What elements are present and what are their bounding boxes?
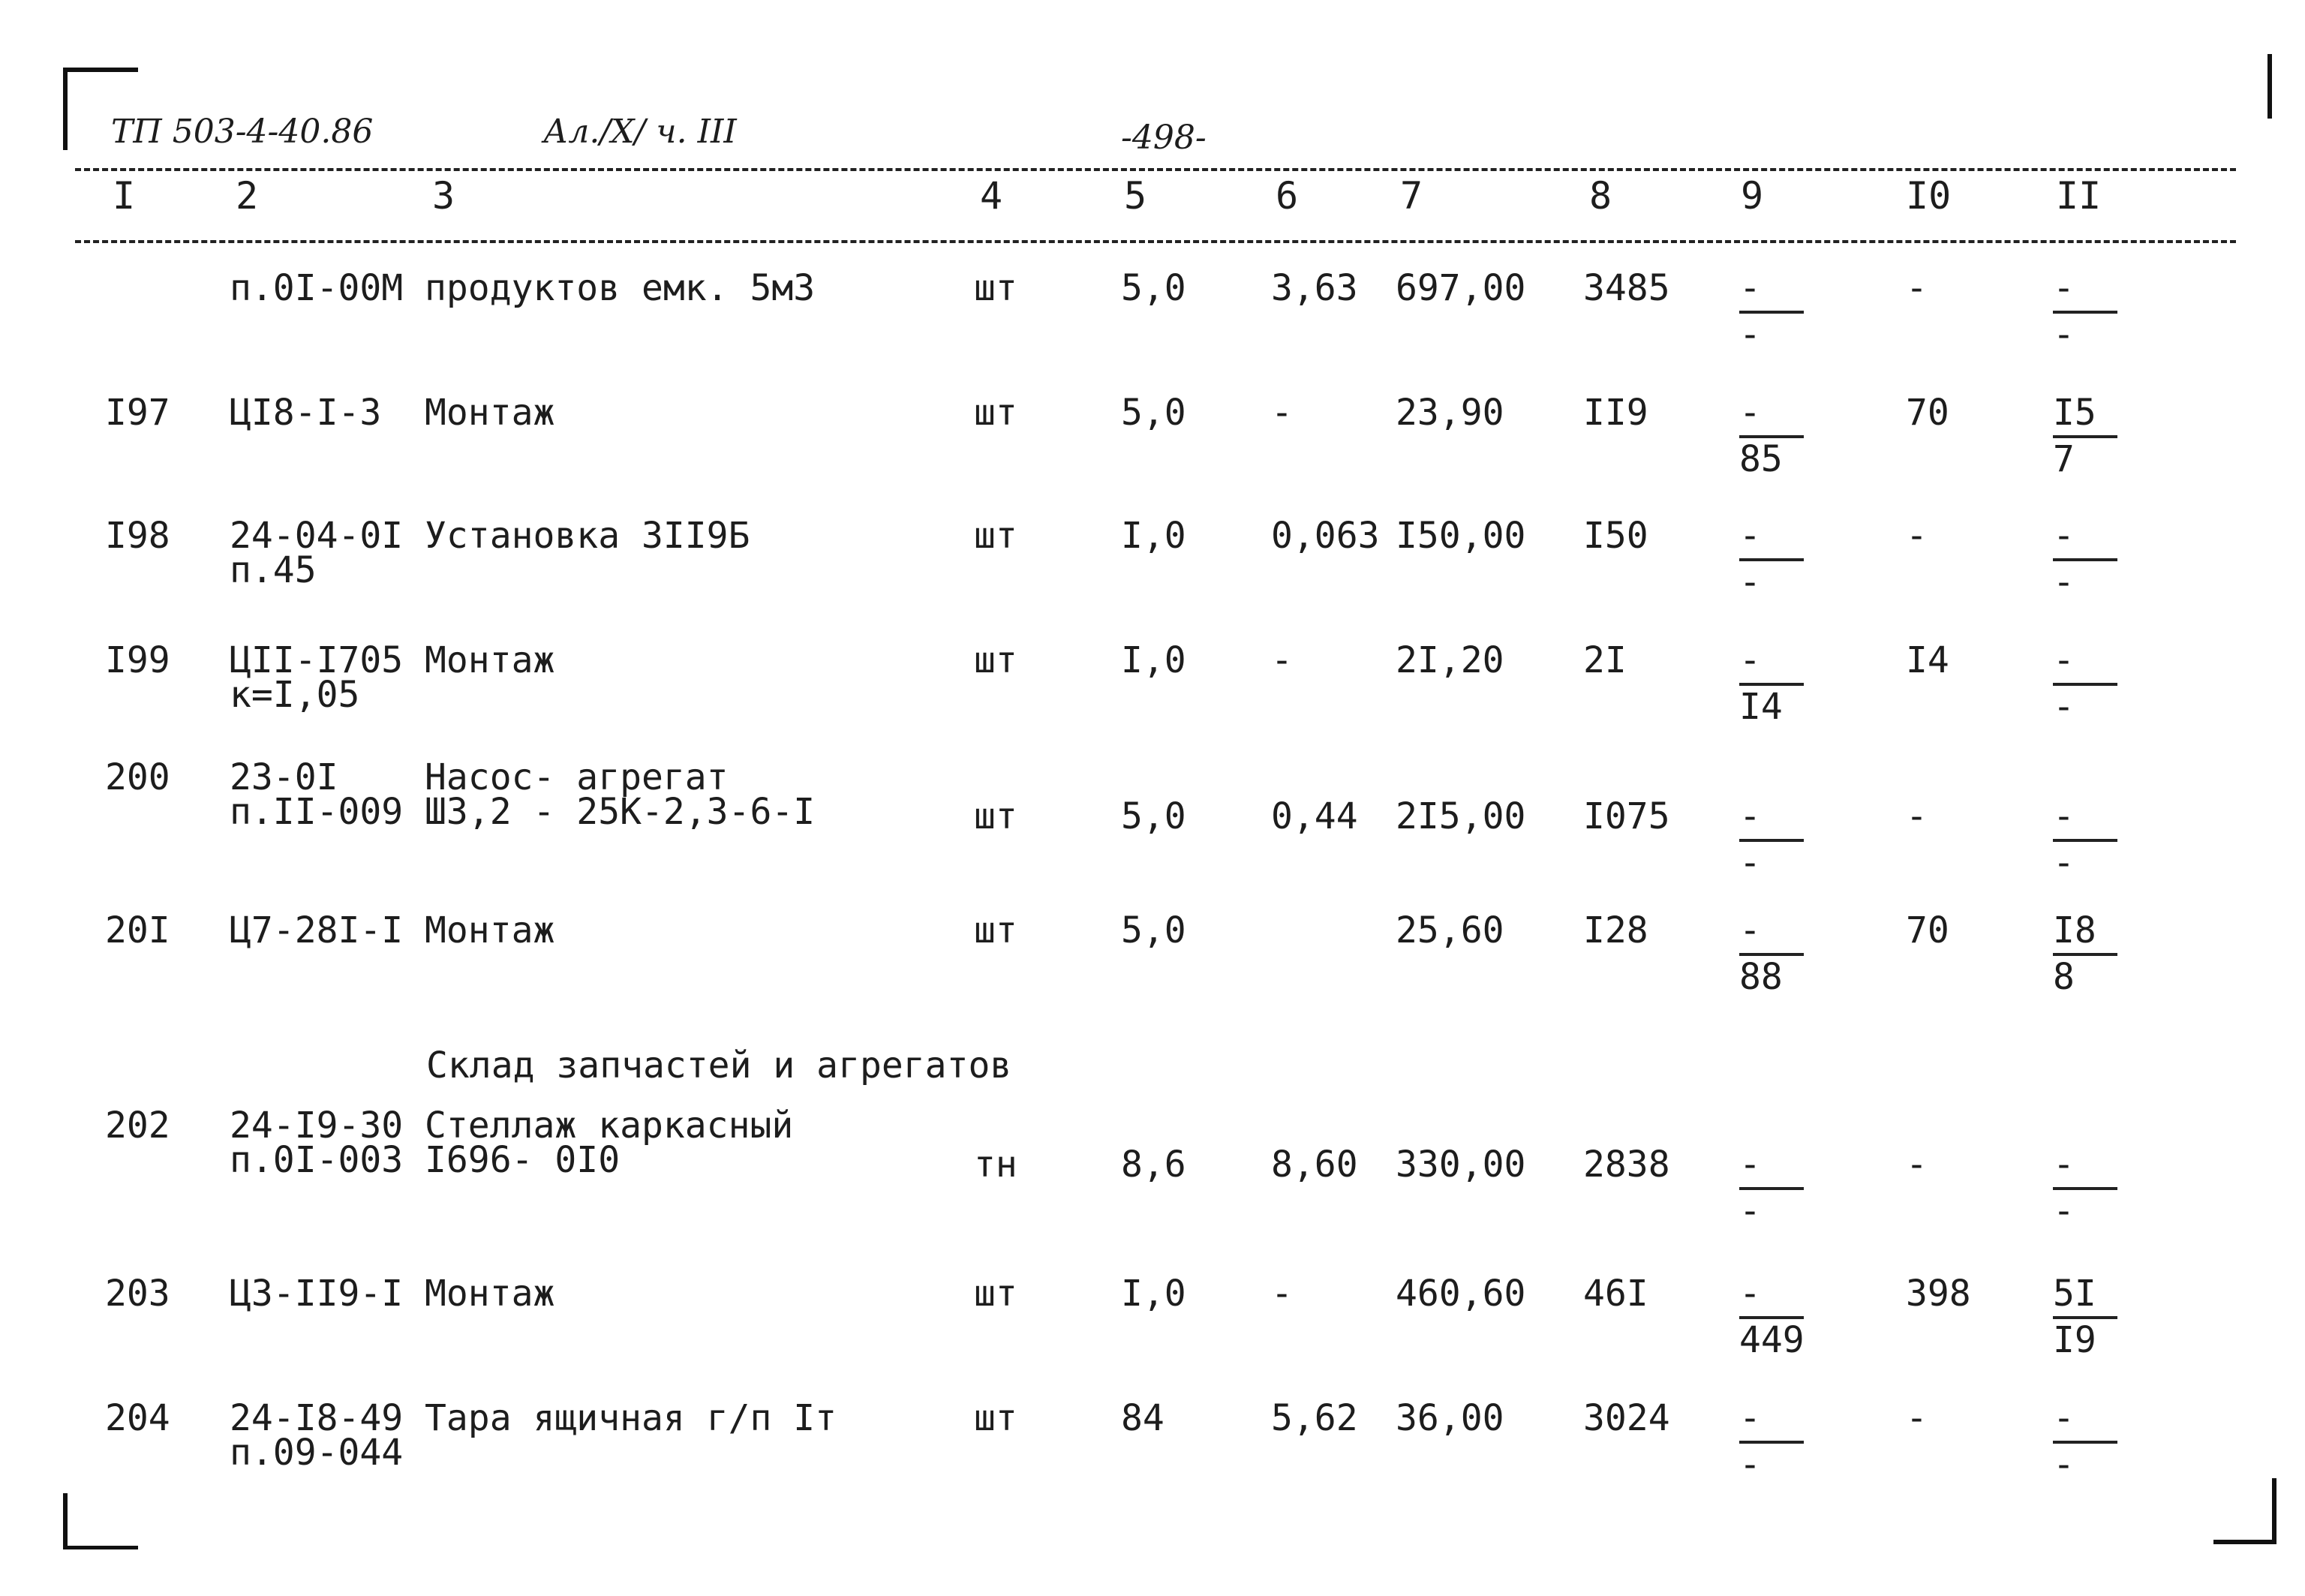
weight: -	[1271, 392, 1293, 434]
frame-corner-top-left-v	[63, 68, 68, 150]
col9-fraction-numerator: -	[1739, 392, 1761, 434]
table-row	[0, 267, 2305, 383]
col11-fraction-denominator: -	[2053, 1444, 2075, 1486]
col9-fraction-numerator: -	[1739, 795, 1761, 837]
col11-fraction-denominator: -	[2053, 314, 2075, 356]
unit-price: 25,60	[1396, 909, 1504, 951]
col11-fraction	[2053, 909, 2120, 998]
unit-price: 330,00	[1396, 1144, 1526, 1186]
frame-corner-top-left-h	[63, 68, 138, 72]
column-number-4: 4	[980, 174, 1003, 218]
row-number: 20I	[105, 909, 170, 951]
total-cost: 2I	[1583, 639, 1627, 681]
col11-fraction-denominator: -	[2053, 1190, 2075, 1232]
col11-fraction-numerator: -	[2053, 1144, 2075, 1186]
quantity: 8,6	[1121, 1144, 1186, 1186]
unit: шт	[974, 515, 1017, 557]
price-code-sub: п.45	[230, 549, 317, 591]
col11-fraction	[2053, 515, 2120, 603]
row-number: I97	[105, 392, 170, 434]
col10-value: 70	[1906, 909, 1949, 951]
table-row	[0, 756, 2305, 884]
col9-fraction	[1739, 1144, 1807, 1232]
col9-fraction	[1739, 795, 1807, 884]
col9-fraction	[1739, 392, 1807, 480]
frame-corner-top-right-v	[2267, 54, 2272, 119]
total-cost: 3024	[1583, 1397, 1670, 1439]
col11-fraction-numerator: -	[2053, 515, 2075, 557]
row-number: I99	[105, 639, 170, 681]
price-code: ЦII-I705	[230, 639, 404, 681]
unit: тн	[974, 1144, 1017, 1186]
quantity: 5,0	[1121, 909, 1186, 951]
col9-fraction-denominator: -	[1739, 1444, 1761, 1486]
unit-price: 2I,20	[1396, 639, 1504, 681]
col9-fraction-denominator: -	[1739, 842, 1761, 884]
item-name: Монтаж	[425, 909, 555, 951]
col11-fraction-numerator: I5	[2053, 392, 2096, 434]
price-code: 24-I8-49	[230, 1397, 404, 1439]
quantity: I,0	[1121, 1273, 1186, 1315]
col9-fraction	[1739, 515, 1807, 603]
table-row	[0, 1105, 2305, 1232]
price-code: ЦI8-I-3	[230, 392, 382, 434]
unit: шт	[974, 1273, 1017, 1315]
price-code: 24-I9-30	[230, 1105, 404, 1147]
section-title: Склад запчастей и агрегатов	[426, 1044, 1012, 1087]
quantity: 84	[1121, 1397, 1165, 1439]
col10-value: -	[1906, 515, 1928, 557]
col9-fraction	[1739, 267, 1807, 356]
col11-fraction	[2053, 1397, 2120, 1486]
total-cost: I50	[1583, 515, 1648, 557]
col11-fraction-denominator: 8	[2053, 956, 2075, 998]
table-row	[0, 1397, 2305, 1513]
table-row	[0, 392, 2305, 507]
col10-value: -	[1906, 795, 1928, 837]
frame-corner-bottom-left-h	[63, 1546, 138, 1549]
unit-price: 36,00	[1396, 1397, 1504, 1439]
col9-fraction-numerator: -	[1739, 639, 1761, 681]
unit-price: 2I5,00	[1396, 795, 1526, 837]
col10-value: -	[1906, 1397, 1928, 1439]
col11-fraction	[2053, 639, 2120, 728]
row-number: I98	[105, 515, 170, 557]
header-divider-bottom	[75, 240, 2236, 243]
unit: шт	[974, 1397, 1017, 1439]
col9-fraction-denominator: 88	[1739, 956, 1783, 998]
col10-value: 398	[1906, 1273, 1971, 1315]
column-number-11: II	[2056, 174, 2102, 218]
unit: шт	[974, 392, 1017, 434]
table-row	[0, 639, 2305, 755]
column-number-8: 8	[1589, 174, 1612, 218]
col9-fraction-numerator: -	[1739, 909, 1761, 951]
frame-corner-bottom-right-h	[2213, 1540, 2276, 1544]
col9-fraction-numerator: -	[1739, 515, 1761, 557]
column-number-6: 6	[1276, 174, 1299, 218]
doc-code: ТП 503-4-40.86	[111, 113, 374, 151]
col9-fraction-denominator: -	[1739, 1190, 1761, 1232]
col11-fraction-numerator: -	[2053, 795, 2075, 837]
price-code: 23-0I	[230, 756, 338, 798]
column-number-3: 3	[432, 174, 455, 218]
col11-fraction-numerator: -	[2053, 1397, 2075, 1439]
header-divider-top	[75, 168, 2236, 171]
col11-fraction	[2053, 1273, 2120, 1361]
column-number-5: 5	[1124, 174, 1147, 218]
col11-fraction	[2053, 795, 2120, 884]
col11-fraction	[2053, 392, 2120, 480]
col9-fraction	[1739, 639, 1807, 728]
weight: 8,60	[1271, 1144, 1358, 1186]
table-row	[0, 515, 2305, 630]
quantity: 5,0	[1121, 795, 1186, 837]
col10-value: -	[1906, 1144, 1928, 1186]
col9-fraction-numerator: -	[1739, 1144, 1761, 1186]
col9-fraction-denominator: -	[1739, 561, 1761, 603]
row-number: 203	[105, 1273, 170, 1315]
col11-fraction	[2053, 1144, 2120, 1232]
item-name: Тара ящичная г/п Iт	[425, 1397, 837, 1439]
unit-price: I50,00	[1396, 515, 1526, 557]
unit-price: 697,00	[1396, 267, 1526, 309]
item-name: продуктов емк. 5м3	[425, 267, 816, 309]
col9-fraction-denominator: -	[1739, 314, 1761, 356]
weight: -	[1271, 1273, 1293, 1315]
col11-fraction-denominator: I9	[2053, 1319, 2096, 1361]
unit: шт	[974, 267, 1017, 309]
price-code: 24-04-0I	[230, 515, 404, 557]
quantity: 5,0	[1121, 267, 1186, 309]
weight: 3,63	[1271, 267, 1358, 309]
weight: 5,62	[1271, 1397, 1358, 1439]
column-number-2: 2	[236, 174, 259, 218]
col9-fraction-numerator: -	[1739, 1273, 1761, 1315]
col11-fraction-numerator: -	[2053, 639, 2075, 681]
page-number: -498-	[1121, 119, 1207, 157]
row-number: 202	[105, 1105, 170, 1147]
col10-value: 70	[1906, 392, 1949, 434]
col9-fraction-numerator: -	[1739, 1397, 1761, 1439]
col9-fraction	[1739, 1397, 1807, 1486]
column-number-7: 7	[1400, 174, 1423, 218]
weight: 0,063	[1271, 515, 1380, 557]
unit-price: 460,60	[1396, 1273, 1526, 1315]
col11-fraction-numerator: -	[2053, 267, 2075, 309]
total-cost: 3485	[1583, 267, 1670, 309]
col11-fraction	[2053, 267, 2120, 356]
total-cost: II9	[1583, 392, 1648, 434]
column-number-1: I	[113, 174, 136, 218]
col9-fraction-denominator: 449	[1739, 1319, 1805, 1361]
unit-price: 23,90	[1396, 392, 1504, 434]
col9-fraction	[1739, 1273, 1807, 1361]
col9-fraction-numerator: -	[1739, 267, 1761, 309]
col9-fraction-denominator: 85	[1739, 438, 1783, 480]
unit: шт	[974, 909, 1017, 951]
total-cost: 2838	[1583, 1144, 1670, 1186]
col11-fraction-denominator: 7	[2053, 438, 2075, 480]
weight: 0,44	[1271, 795, 1358, 837]
total-cost: I28	[1583, 909, 1648, 951]
table-row	[0, 1273, 2305, 1388]
row-number: 204	[105, 1397, 170, 1439]
col11-fraction-denominator: -	[2053, 561, 2075, 603]
total-cost: I075	[1583, 795, 1670, 837]
column-number-9: 9	[1741, 174, 1764, 218]
col11-fraction-denominator: -	[2053, 686, 2075, 728]
quantity: I,0	[1121, 515, 1186, 557]
col9-fraction	[1739, 909, 1807, 998]
col11-fraction-denominator: -	[2053, 842, 2075, 884]
price-code-sub: п.II-009	[230, 791, 404, 833]
price-code-sub: п.09-044	[230, 1432, 404, 1474]
album-label: Ал./Х/ ч. III	[543, 113, 737, 151]
item-name: Насос- агрегат	[425, 756, 729, 798]
weight: -	[1271, 639, 1293, 681]
price-code: Ц3-II9-I	[230, 1273, 404, 1315]
quantity: 5,0	[1121, 392, 1186, 434]
total-cost: 46I	[1583, 1273, 1648, 1315]
col10-value: -	[1906, 267, 1928, 309]
price-code-sub: п.0I-003	[230, 1139, 404, 1181]
table-row	[0, 909, 2305, 1025]
unit: шт	[974, 795, 1017, 837]
item-name: Монтаж	[425, 639, 555, 681]
column-number-10: I0	[1906, 174, 1952, 218]
col9-fraction-denominator: I4	[1739, 686, 1783, 728]
col11-fraction-numerator: I8	[2053, 909, 2096, 951]
item-name: Установка 3II9Б	[425, 515, 750, 557]
price-code-sub: к=I,05	[230, 674, 360, 716]
item-name: Стеллаж каркасный	[425, 1105, 794, 1147]
unit: шт	[974, 639, 1017, 681]
item-name-sub: Ш3,2 - 25К-2,3-6-I	[425, 791, 816, 833]
quantity: I,0	[1121, 639, 1186, 681]
price-code: Ц7-28I-I	[230, 909, 404, 951]
col10-value: I4	[1906, 639, 1949, 681]
price-code: п.0I-00М	[230, 267, 404, 309]
col11-fraction-numerator: 5I	[2053, 1273, 2096, 1315]
item-name: Монтаж	[425, 392, 555, 434]
item-name: Монтаж	[425, 1273, 555, 1315]
item-name-sub: I696- 0I0	[425, 1139, 621, 1181]
row-number: 200	[105, 756, 170, 798]
